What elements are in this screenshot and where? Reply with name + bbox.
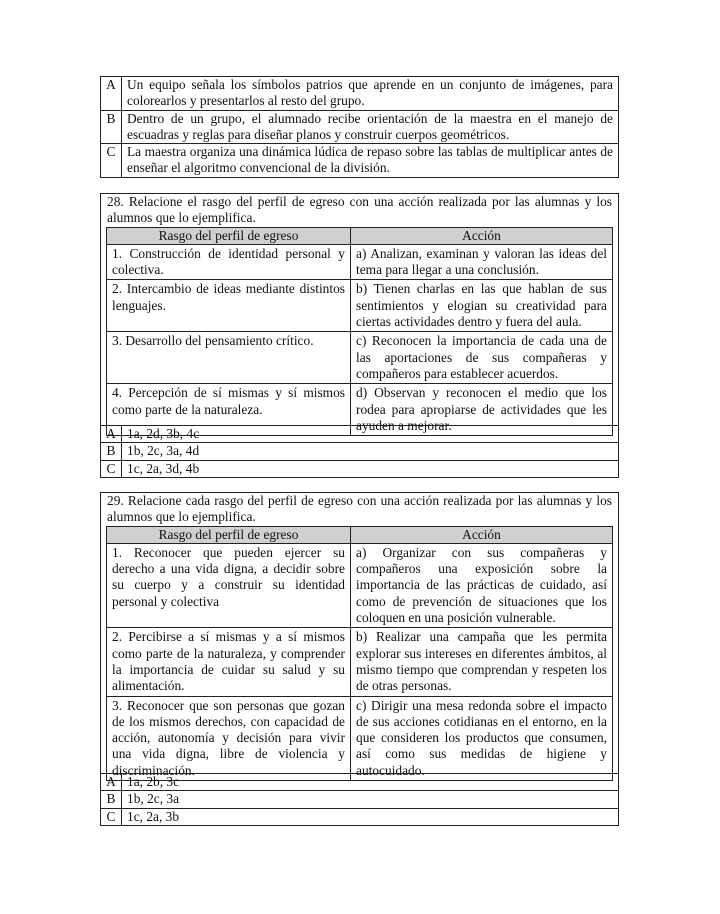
option-text: 1b, 2c, 3a, 4d — [122, 443, 619, 460]
option-letter: C — [101, 144, 122, 178]
option-row-c[interactable] — [101, 460, 619, 477]
option-row-c[interactable] — [101, 144, 619, 178]
action-cell: a) Organizar con sus compañeras y compañeros una exposición sobre la importancia de las prácticas de cuidado, así como de prevención de situaciones que los coloquen en una posición vulnerable. — [351, 543, 613, 627]
question-stem: 28. Relacione el rasgo del perfil de egreso con una acción realizada por las alumnas y los alumnos que lo ejemplifica. — [107, 194, 612, 226]
matching-header — [107, 227, 613, 244]
option-row-c[interactable] — [101, 808, 619, 825]
option-row-b[interactable] — [101, 110, 619, 144]
trait-cell: 4. Percepción de sí mismas y sí mismos como parte de la naturaleza. — [107, 384, 351, 436]
header-profile-trait: Rasgo del perfil de egreso — [107, 526, 351, 543]
option-letter: C — [101, 808, 122, 825]
option-text: 1c, 2a, 3b — [122, 808, 619, 825]
action-cell: b) Tienen charlas en las que hablan de sus sentimientos y elogian su creatividad para ciertas actividades dentro y fuera del aula. — [351, 280, 613, 332]
question-29-options — [100, 773, 619, 826]
option-row-a[interactable] — [101, 774, 619, 791]
option-text: 1b, 2c, 3a — [122, 791, 619, 808]
option-letter: A — [101, 77, 122, 111]
header-action: Acción — [351, 227, 613, 244]
previous-question-options — [100, 76, 619, 178]
trait-cell: 2. Percibirse a sí mismas y a sí mismos como parte de la naturaleza, y comprender la importancia de cuidar su salud y su alimentación. — [107, 628, 351, 696]
header-action: Acción — [351, 526, 613, 543]
option-row-b[interactable] — [101, 791, 619, 808]
matching-row — [107, 244, 613, 280]
matching-table — [106, 526, 613, 781]
trait-cell: 3. Desarrollo del pensamiento crítico. — [107, 332, 351, 384]
trait-cell: 2. Intercambio de ideas mediante distintos lenguajes. — [107, 280, 351, 332]
matching-row — [107, 280, 613, 332]
option-letter: B — [101, 443, 122, 460]
action-cell: c) Reconocen la importancia de cada una de las aportaciones de sus compañeras y compañeros para establecer acuerdos. — [351, 332, 613, 384]
option-letter: C — [101, 460, 122, 477]
question-28-options — [100, 425, 619, 478]
question-29 — [100, 492, 619, 781]
question-stem: 29. Relacione cada rasgo del perfil de egreso con una acción realizada por las alumnas y los alumnos que lo ejemplifica. — [107, 493, 612, 525]
option-text: La maestra organiza una dinámica lúdica de repaso sobre las tablas de multiplicar antes de enseñar el algoritmo convencional de la división. — [122, 144, 619, 178]
option-letter: B — [101, 791, 122, 808]
option-row-a[interactable] — [101, 426, 619, 443]
option-text: 1a, 2d, 3b, 4c — [122, 426, 619, 443]
option-row-a[interactable] — [101, 77, 619, 111]
matching-row — [107, 332, 613, 384]
action-cell: a) Analizan, examinan y valoran las ideas del tema para llegar a una conclusión. — [351, 244, 613, 280]
option-row-b[interactable] — [101, 443, 619, 460]
trait-cell: 3. Reconocer que son personas que gozan de los mismos derechos, con capacidad de acción, autonomía y decisión para vivir una vida digna, libre de violencia y discriminación. — [107, 696, 351, 780]
matching-table — [106, 227, 613, 437]
option-letter: A — [101, 426, 122, 443]
matching-header — [107, 526, 613, 543]
action-cell: b) Realizar una campaña que les permita explorar sus intereses en diferentes ámbitos, al mismo tiempo que comprendan y respeten los de otras personas. — [351, 628, 613, 696]
action-cell: d) Observan y reconocen el medio que los rodea para apropiarse de actividades que les ayuden a mejorar. — [351, 384, 613, 436]
matching-row — [107, 628, 613, 696]
option-text: 1c, 2a, 3d, 4b — [122, 460, 619, 477]
action-cell: c) Dirigir una mesa redonda sobre el impacto de sus acciones cotidianas en el entorno, en la que consideren los productos que consumen, así como sus medidas de higiene y autocuidado. — [351, 696, 613, 780]
question-28 — [100, 193, 619, 436]
matching-row — [107, 696, 613, 780]
option-letter: B — [101, 110, 122, 144]
option-letter: A — [101, 774, 122, 791]
trait-cell: 1. Construcción de identidad personal y colectiva. — [107, 244, 351, 280]
header-profile-trait: Rasgo del perfil de egreso — [107, 227, 351, 244]
trait-cell: 1. Reconocer que pueden ejercer su derecho a una vida digna, a decidir sobre su cuerpo y a construir su identidad personal y colectiva — [107, 543, 351, 627]
option-text: 1a, 2b, 3c — [122, 774, 619, 791]
option-text: Dentro de un grupo, el alumnado recibe orientación de la maestra en el manejo de escuadras y reglas para diseñar planos y construir cuerpos geométricos. — [122, 110, 619, 144]
matching-row — [107, 543, 613, 627]
option-text: Un equipo señala los símbolos patrios que aprende en un conjunto de imágenes, para colorearlos y presentarlos al resto del grupo. — [122, 77, 619, 111]
